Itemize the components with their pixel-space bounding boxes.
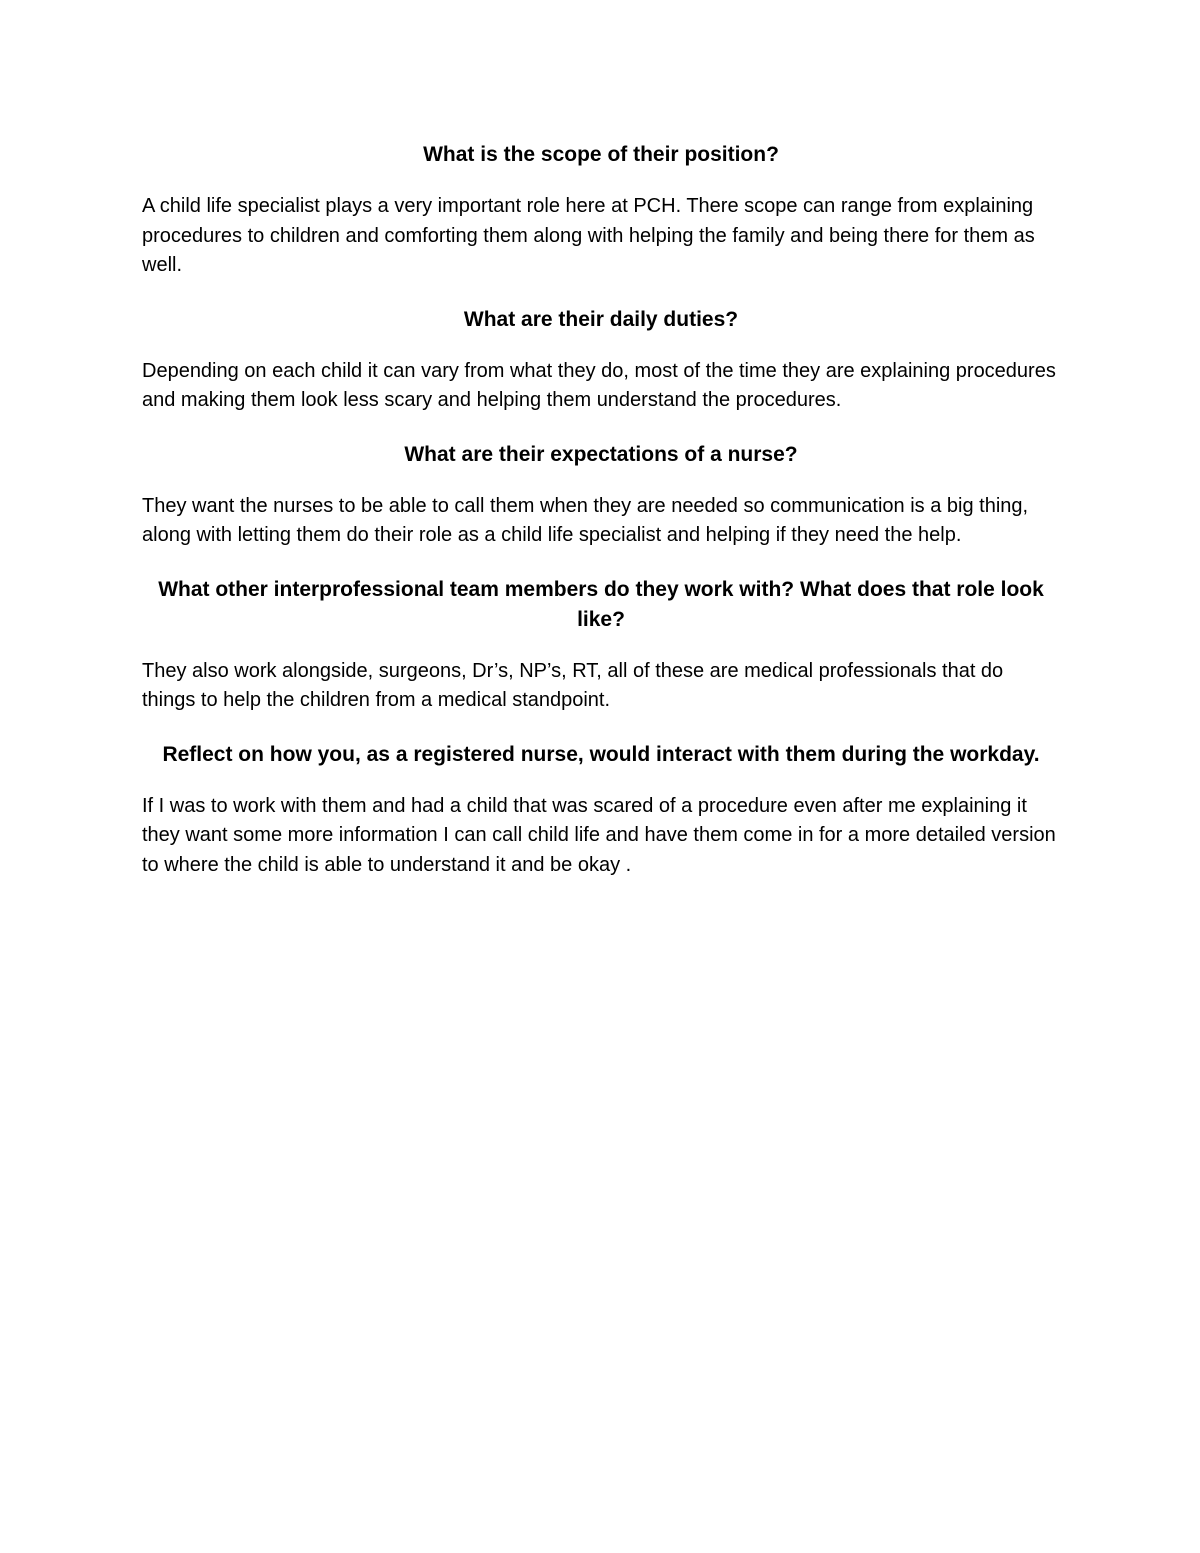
section-body-daily-duties: Depending on each child it can vary from what they do, most of the time they are explaining procedures and making them look less scary and helping them understand the procedures. (142, 359, 1056, 411)
section-heading-scope: What is the scope of their position? (423, 143, 779, 166)
document-content (142, 140, 1060, 904)
section-heading-daily-duties: What are their daily duties? (463, 307, 739, 331)
section-body-scope: A child life specialist plays a very important role here at PCH. There scope can range from explaining procedures to children and comforting them along with helping the family and being there for them as well. (142, 195, 1035, 276)
section-body-expectations: They want the nurses to be able to call them when they are needed so communication is a big thing, along with letting them do their role as a child life specialist and helping if they need the help. (142, 494, 1029, 546)
section-body-reflection: If I was to work with them and had a child that was scared of a procedure even after me explaining it they want some more information I can call child life and have them come in for a more detailed version to where the child is able to understand it and be okay . (142, 794, 1056, 876)
section-body-team-members: They also work alongside, surgeons, Dr’s, NP’s, RT, all of these are medical professionals that do things to help the children from a medical standpoint. (142, 659, 1004, 711)
section-heading-team-members: What other interprofessional team members do they work with? What does that role look like? (158, 577, 1044, 631)
section-heading-reflection: Reflect on how you, as a registered nurse, would interact with them during the workday. (162, 742, 1040, 766)
section-heading-expectations: What are their expectations of a nurse? (404, 442, 798, 466)
